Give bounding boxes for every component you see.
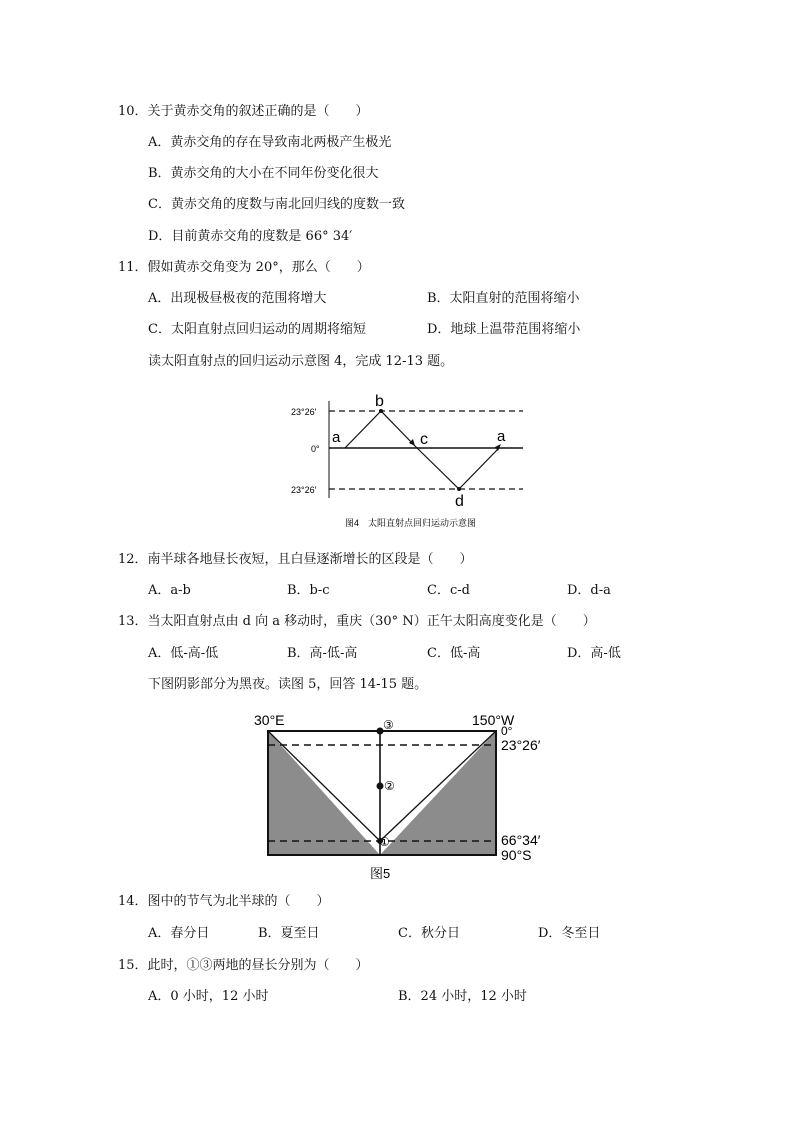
fig5-lat-6634: 66°34′: [501, 832, 541, 848]
fig5-lat-90s: 90°S: [501, 847, 532, 863]
q14-option-c: C．秋分日: [398, 926, 460, 941]
q14-stem: 14．图中的节气为北半球的（ ）: [118, 894, 330, 909]
q13-option-c: C．低-高: [427, 646, 481, 661]
q12-option-c: C．c-d: [427, 583, 470, 598]
fig4-caption: 图4 太阳直射点回归运动示意图: [345, 518, 477, 528]
fig4-label-c: c: [420, 431, 428, 448]
intro-12-13: 读太阳直射点的回归运动示意图 4，完成 12-13 题。: [148, 354, 454, 369]
q11-option-b: B．太阳直射的范围将缩小: [427, 291, 580, 306]
q15-option-a: A．0 小时，12 小时: [148, 989, 269, 1004]
q10-option-c: C．黄赤交角的度数与南北回归线的度数一致: [148, 197, 405, 212]
q15-option-b: B．24 小时，12 小时: [398, 989, 527, 1004]
q14-option-a: A．春分日: [148, 926, 210, 941]
q13-option-d: D．高-低: [567, 646, 621, 661]
q11-option-d: D．地球上温带范围将缩小: [427, 322, 581, 337]
q10-option-a: A．黄赤交角的存在导致南北两极产生极光: [148, 135, 392, 150]
fig4-label-b: b: [375, 393, 384, 410]
fig5-point-1: ①: [379, 835, 390, 849]
q10-stem: 10．关于黄赤交角的叙述正确的是（ ）: [118, 104, 369, 119]
fig5-point-3: ③: [383, 718, 394, 732]
fig4-label-a-left: a: [332, 429, 341, 446]
q11-option-c: C．太阳直射点回归运动的周期将缩短: [148, 322, 366, 337]
fig4-lat-mid: 0°: [311, 444, 320, 454]
fig4-label-a-right: a: [497, 428, 506, 445]
q12-option-a: A．a-b: [148, 583, 191, 598]
q13-option-b: B．高-低-高: [287, 646, 358, 661]
q14-option-d: D．冬至日: [538, 926, 601, 941]
intro-14-15: 下图阴影部分为黑夜。读图 5，回答 14-15 题。: [148, 677, 428, 692]
fig5-lat-2326: 23°26′: [501, 737, 541, 753]
fig4-lat-top: 23°26′: [291, 407, 317, 417]
q15-stem: 15．此时，①③两地的昼长分别为（ ）: [118, 958, 369, 973]
fig4-label-d: d: [455, 493, 464, 510]
fig5-caption: 图5: [370, 866, 391, 881]
fig5-lat-0: 0°: [501, 724, 513, 738]
figure-5-day-night: [250, 708, 555, 884]
q12-option-b: B．b-c: [287, 583, 330, 598]
fig5-point-2: ②: [384, 779, 395, 793]
figure-4-solar-migration: [285, 392, 535, 532]
q10-option-d: D．目前黄赤交角的度数是 66° 34′: [148, 229, 353, 244]
fig4-lat-bot: 23°26′: [291, 485, 317, 495]
q13-option-a: A．低-高-低: [148, 646, 219, 661]
fig5-lon-right: 150°W: [472, 712, 515, 728]
q12-option-d: D．d-a: [567, 583, 611, 598]
q14-option-b: B．夏至日: [258, 926, 320, 941]
q11-stem: 11．假如黄赤交角变为 20°，那么（ ）: [118, 260, 370, 275]
q13-stem: 13．当太阳直射点由 d 向 a 移动时，重庆（30° N）正午太阳高度变化是（ ）: [118, 614, 596, 629]
q12-stem: 12．南半球各地昼长夜短，且白昼逐渐增长的区段是（ ）: [118, 552, 473, 567]
q10-option-b: B．黄赤交角的大小在不同年份变化很大: [148, 166, 379, 181]
fig5-lon-left: 30°E: [254, 712, 285, 728]
q11-option-a: A．出现极昼极夜的范围将增大: [148, 291, 327, 306]
